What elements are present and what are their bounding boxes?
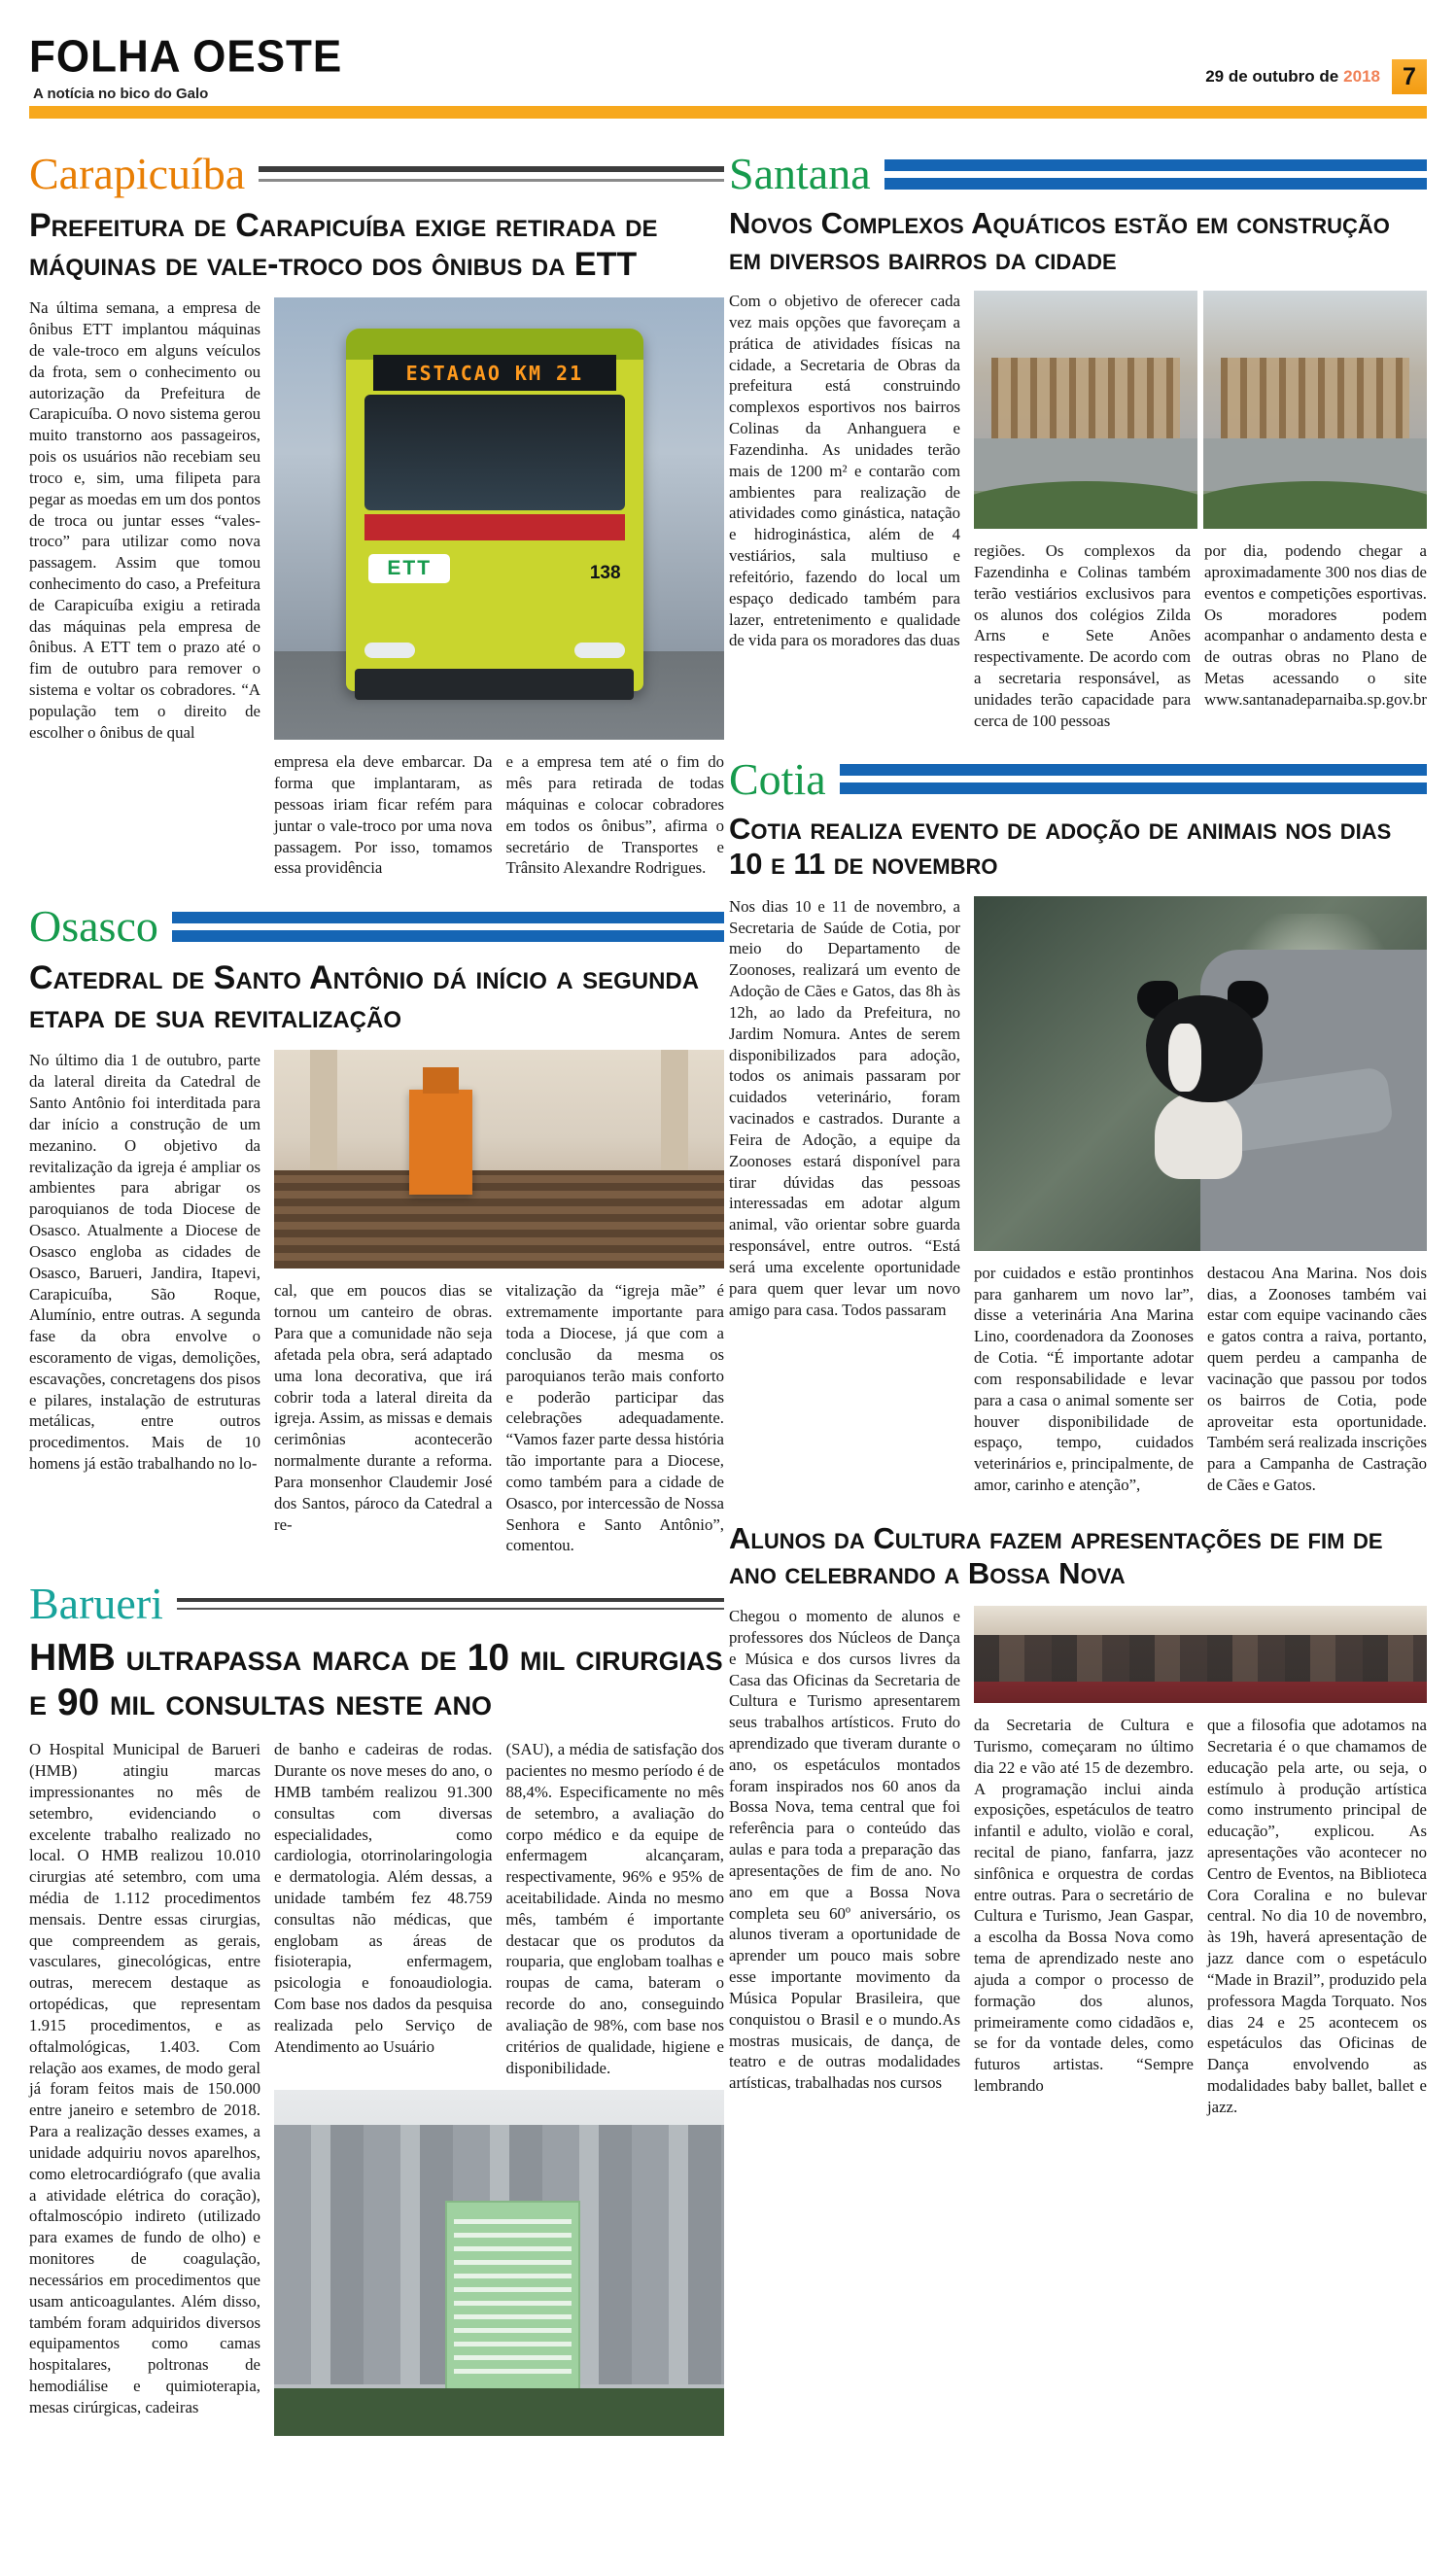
edition-year: 2018 [1343, 67, 1380, 86]
bus-windshield [364, 395, 626, 509]
photo-hospital-aerial [274, 2090, 724, 2436]
article-lower-columns [974, 1715, 1427, 2118]
bus-headlight-left [364, 643, 415, 658]
headline-santana: Novos Complexos Aquáticos estão em construção em diversos bairros da cidade [729, 206, 1390, 276]
section-santana [729, 149, 1428, 732]
bus-red-banner [364, 514, 626, 540]
left-column [29, 144, 724, 2461]
masthead [0, 0, 1456, 102]
section-rule [840, 764, 1427, 794]
bus-number: 138 [589, 563, 621, 584]
bus-bumper [355, 669, 634, 700]
article-column-2: empresa ela deve embarcar. Da forma que implantaram, as pessoas iriam ficar refém para juntar o vale-troco por uma nova passagem. Por isso, tomamos essa providência [274, 752, 493, 878]
article-column-3: que a filosofia que adotamos na Secretaria é o que chamamos de educação pela arte, ou seja, o estímulo à produção artística como instrumento principal de educação”, explicou. As apresentações vão acontecer no Centro de Eventos, na Biblioteca Cora Coralina e no bulevar central. No dia 10 de novembro, às 19h, haverá apresentação de jazz dance com o espetáculo “Made in Brazil”, produzido pela professora Magda Torquato. Nos dias 24 e 25 acontecem os espetáculos das Oficinas de Dança envolvendo as modalidades baby ballet, ballet e jazz. [1207, 1716, 1427, 2116]
article-upper-columns [274, 1739, 724, 2078]
newspaper-tagline: A notícia no bico do Galo [33, 86, 209, 102]
construction-photo-right [1203, 291, 1427, 529]
tree-line [274, 2388, 724, 2437]
masthead-left [29, 31, 343, 102]
article-column-1: O Hospital Municipal de Barueri (HMB) atingiu marcas impressionantes no mês de setembro, evidenciando o excelente trabalho realizado no local. O HMB realizou 10.010 cirurgias até setembro, com uma média de 1.112 procedimentos mensais. Dentre essas cirurgias, que compreendem as gerais, vasculares, ginecológicas, entre outras, merecem destaque as ortopédicas, que representam 1.915 procedimentos, e as oftalmológicas, 1.403. Com relação aos exames, de modo geral já foram feitos mais de 150.000 entre janeiro e setembro de 2018. Para a realização desses exames, a unidade adquiriu novos aparelhos, como eletrocardiógrafo (que avalia a atividade elétrica do coração), oftalmoscópio indireto (utilizado para exames de fundo de olho) e monitores de coagulação, necessários em procedimentos que usam anticoagulantes. Além disso, também foram adquiridos diversos equipamentos como camas hospitalares, poltronas de hemodiálise e quimioterapia, mesas cirúrgicas, cadeiras [29, 1740, 260, 2416]
roof-trusses [991, 358, 1179, 438]
article-right-block [974, 896, 1427, 1496]
hospital-windows [454, 2215, 571, 2375]
article-barueri [29, 1739, 724, 2436]
article-right-block [974, 291, 1427, 731]
section-title: Cotia [729, 753, 826, 804]
article-santana [729, 291, 1427, 731]
bus-destination-sign: ESTACAO KM 21 [373, 355, 616, 390]
article-column-3: por dia, podendo chegar a aproximadamente 300 nos dias de eventos e competições esportivas. Os moradores podem acompanhar o andamento desta e de outras obras no Plano de Metas acessando o site www.santanadeparnaiba.sp.gov.br [1204, 541, 1428, 709]
section-title: Barueri [29, 1579, 163, 1629]
edition-date: 29 de outubro de [1205, 67, 1339, 86]
article-right-block [274, 297, 724, 879]
scissor-lift-arm [423, 1067, 459, 1094]
article-column-1: No último dia 1 de outubro, parte da lateral direita da Catedral de Santo Antônio foi interditada para dar início a construção de um mezanino. O objetivo da revitalização da igreja é ampliar os ambientes para abrigar os paroquianos de toda Diocese de Osasco. Atualmente a Diocese de Osasco engloba as cidades de Osasco, Barueri, Jandira, Itapevi, Carapicuíba, São Roque, Alumínio, entre outras. A segunda fase da obra envolve o escoramento de vigas, demolições, escavações, concretagens dos pisos e pilares, instalação de estruturas metálicas, entre outros procedimentos. Mais de 10 homens já estão trabalhando no lo- [29, 1051, 260, 1474]
article-column-3: vitalização da “igreja mãe” é extremamente importante para toda a Diocese, já que com a conclusão da mesma os paroquianos terão mais conforto e poderão participar das celebrações adequadamente. “Vamos fazer parte dessa história tão importante para a Diocese, como também para a cidade de Osasco, por intercessão de Nossa Senhora e Santo Antônio”, comentou. [505, 1281, 724, 1555]
ett-logo: ETT [368, 554, 450, 583]
photo-cathedral-interior [274, 1050, 724, 1269]
cathedral-pews [274, 1170, 724, 1269]
section-header-osasco [29, 901, 724, 952]
article-bossa-nova [729, 1606, 1427, 2118]
article-osasco [29, 1050, 724, 1556]
article-column-2: regiões. Os complexos da Fazendinha e Colinas também terão vestiários exclusivos para os alunos dos colégios Zilda Arns e Sete Anões respectivamente. De acordo com a secretaria responsável, as unidades terão capacidade para cerca de 100 pessoas [974, 541, 1192, 730]
section-rule [259, 166, 724, 182]
puppy-head [1146, 995, 1263, 1102]
photo-construction-sites [974, 291, 1427, 529]
cathedral-column [310, 1050, 337, 1181]
newspaper-title: FOLHA OESTE [29, 31, 343, 83]
section-header-santana [729, 149, 1427, 198]
page-number: 7 [1392, 59, 1427, 94]
headline-cotia: Cotia realiza evento de adoção de animais nos dias 10 e 11 de novembro [729, 811, 1392, 882]
section-osasco [29, 901, 724, 1556]
section-rule [177, 1598, 724, 1610]
vegetation [974, 481, 1197, 529]
section-rule [172, 912, 724, 942]
musicians-row [974, 1635, 1427, 1682]
section-title: Osasco [29, 901, 158, 952]
headline-bossa-nova: Alunos da Cultura fazem apresentações de fim de ano celebrando a Bossa Nova [729, 1520, 1383, 1591]
article-column-1: Chegou o momento de alunos e professores dos Núcleos de Dança e Música e dos cursos livres da Casa das Oficinas da Secretaria de Cultura e Turismo apresentarem seus trabalhos artísticos. Fruto do aprendizado que tiveram durante o ano, os espetáculos montados foram inspirados nos 60 anos da Bossa Nova, tema central que foi referência para o conteúdo das aulas e para toda a preparação das apresentações de fim de ano. No ano em que a Bossa Nova completa seu 60º aniversário, os alunos tiveram a oportunidade de aprender um pouco mais sobre esse importante movimento da Música Popular Brasileira, que conquistou o Brasil e o mundo.As mostras musicais, de dança, de teatro e de outras modalidades artísticas, trabalhadas nos cursos [729, 1607, 960, 2093]
roof-trusses [1221, 358, 1408, 438]
page-body [0, 119, 1456, 2461]
article-column-2: de banho e cadeiras de rodas. Durante os nove meses do ano, o HMB também realizou 91.300 consultas com diversas especialidades, como cardiologia, otorrinolaringologia e dermatologia. Além dessas, a unidade também fez 48.759 consultas não médicas, que englobam as áreas de fisioterapia, enfermagem, psicologia e fonoaudiologia. Com base nos dados da pesquisa realizada pelo Serviço de Atendimento ao Usuário [274, 1740, 493, 2056]
article-column-3: e a empresa tem até o fim do mês para retirada de todas máquinas e colocar cobradores em todos os ônibus”, afirma o secretário de Transportes e Trânsito Alexandre Rodrigues. [505, 752, 724, 878]
section-carapicuiba [29, 149, 724, 879]
vegetation [1203, 481, 1427, 529]
article-cotia [729, 896, 1427, 1496]
section-title: Santana [729, 149, 871, 198]
article-column-2: da Secretaria de Cultura e Turismo, começaram no último dia 22 e vão até 15 de dezembro. A programação inclui ainda exposições, espetáculos de teatro infantil e adulto, violão e coral, recital de piano, fanfarra, jazz sinfônica e orquestra de cordas entre outras. Para o secretário de Cultura e Turismo, Jean Gaspar, a escolha da Bossa Nova como tema de aprendizado neste ano ajuda a compor o processo de formação dos alunos, primeiramente como cidadãos e, se for da vontade deles, como futuros artistas. “Sempre lembrando [974, 1716, 1194, 2096]
section-cotia [729, 753, 1427, 1496]
photo-puppy-adoption [974, 896, 1427, 1251]
section-header-carapicuiba [29, 149, 724, 198]
right-column [729, 144, 1427, 2461]
photo-student-musicians [974, 1606, 1427, 1703]
article-right-block [274, 1050, 724, 1556]
article-column-3: destacou Ana Marina. Nos dois dias, a Zoonoses também vai estar com equipe vacinando cães e gatos contra a raiva, portanto, quem perdeu a campanha de vacinação que passou por todos os bairros de Cotia, pode aproveitar esta oportunidade. Também será realizada inscrições para a Campanha de Castração de Cães e Gatos. [1207, 1263, 1427, 1495]
article-lower-columns [274, 751, 724, 879]
section-header-cotia [729, 753, 1427, 804]
headline-carapicuiba: Prefeitura de Carapicuíba exige retirada de máquinas de vale-troco dos ônibus da ETT [29, 207, 658, 284]
article-column-3: (SAU), a média de satisfação dos pacientes no mesmo período é de 88,4%. Especificamente no mês de setembro, a avaliação do corpo médico e da equipe de enfermagem alcançaram, respectivamente, 96% e 95% de aceitabilidade. Ainda no mesmo mês, também é importante destacar que os produtos da rouparia, que englobam toalhas e roupas de cama, bateram o recorde do ano, conseguindo avaliação de 98%, com base nos critérios de qualidade, higiene e disponibilidade. [505, 1740, 724, 2077]
cathedral-column [661, 1050, 688, 1181]
article-lower-columns [274, 1280, 724, 1556]
article-right-block [974, 1606, 1427, 2118]
section-header-barueri [29, 1579, 724, 1629]
article-column-1: Nos dias 10 e 11 de novembro, a Secretaria de Saúde de Cotia, por meio do Departamento de Zoonoses, realizará um evento de Adoção de Cães e Gatos, das 8h às 12h, ao lado da Prefeitura, no Jardim Nomura. Antes de serem disponibilizados para adoção, todos os animais passaram por cuidados veterinário, foram vacinados e castrados. Durante a Feira de Adoção, a equipe da Zoonoses estará disponível para tirar dúvidas das pessoas interessadas em adotar algum animal, vão orientar sobre guarda responsável, entre outros. “Está será uma excelente oportunidade para quem quer levar um novo amigo para casa. Todos passaram [729, 896, 960, 1319]
article-carapicuiba [29, 297, 724, 879]
article-lower-columns [974, 540, 1427, 731]
article-right-block [274, 1739, 724, 2436]
masthead-rule [29, 106, 1427, 119]
section-rule [884, 159, 1427, 190]
scissor-lift [409, 1090, 472, 1195]
article-lower-columns [974, 1263, 1427, 1496]
article-column-2: por cuidados e estão prontinhos para ganharem um novo lar”, disse a veterinária Ana Marina Lino, coordenadora da Zoonoses de Cotia. “É importante adotar com responsabilidade e levar para a casa o animal somente ser houver disponibilidade de espaço, tempo, cuidados veterinários e, principalmente, de amor, carinho e atenção”, [974, 1263, 1194, 1495]
article-column-1: Com o objetivo de oferecer cada vez mais opções que favoreçam a prática de atividades físicas na cidade, a Secretaria de Obras da prefeitura está construindo complexos esportivos nos bairros Colinas da Anhanguera e Fazendinha. As unidades terão mais de 1200 m² e contarão com ambientes para realização de atividades como ginástica, natação e hidroginástica, além de 4 vestiários, sala multiuso e refeitório, fazendo do local um espaço dedicado também para lazer, entretenimento e qualidade de vida para os moradores das duas [729, 292, 960, 650]
section-bossa-nova [729, 1521, 1427, 2118]
bus-headlight-right [574, 643, 625, 658]
article-column-1: Na última semana, a empresa de ônibus ETT implantou máquinas de vale-troco em alguns veículos da frota, sem o conhecimento ou autorização da Prefeitura de Carapicuíba. O novo sistema gerou muito transtorno aos passageiros, pois os usuários não recebiam seu troco e, sim, uma filipeta para pegar as moedas em um dos pontos de troca ou juntar esses “vales-troco” para utilizar como nova passagem. Assim que tomou conhecimento do caso, a Prefeitura de Carapicuíba exigiu a retirada das máquinas pela empresa de ônibus. A ETT tem o prazo até o fim de outubro para remover o sistema e voltar os cobradores. “A população tem o direito de escolher o ônibus de qual [29, 298, 260, 742]
masthead-right [1205, 59, 1427, 102]
puppy-chest [1155, 1092, 1242, 1179]
puppy-blaze [1168, 1024, 1201, 1092]
section-title: Carapicuíba [29, 149, 246, 198]
construction-photo-left [974, 291, 1197, 529]
headline-osasco: Catedral de Santo Antônio dá início a segunda etapa de sua revitalização [29, 959, 700, 1036]
article-column-2: cal, que em poucos dias se tornou um canteiro de obras. Para que a comunidade não seja afetada pela obra, será adaptado uma lona decorativa, que irá cobrir toda a lateral direita da igreja. Assim, as missas e demais cerimônias acontecerão normalmente durante a reforma. Para monsenhor Claudemir José dos Santos, pároco da Catedral a re- [274, 1281, 493, 1534]
section-barueri [29, 1581, 724, 2436]
headline-barueri: HMB ultrapassa marca de 10 mil cirurgias e 90 mil consultas neste ano [29, 1637, 723, 1724]
photo-ett-bus [274, 297, 724, 740]
